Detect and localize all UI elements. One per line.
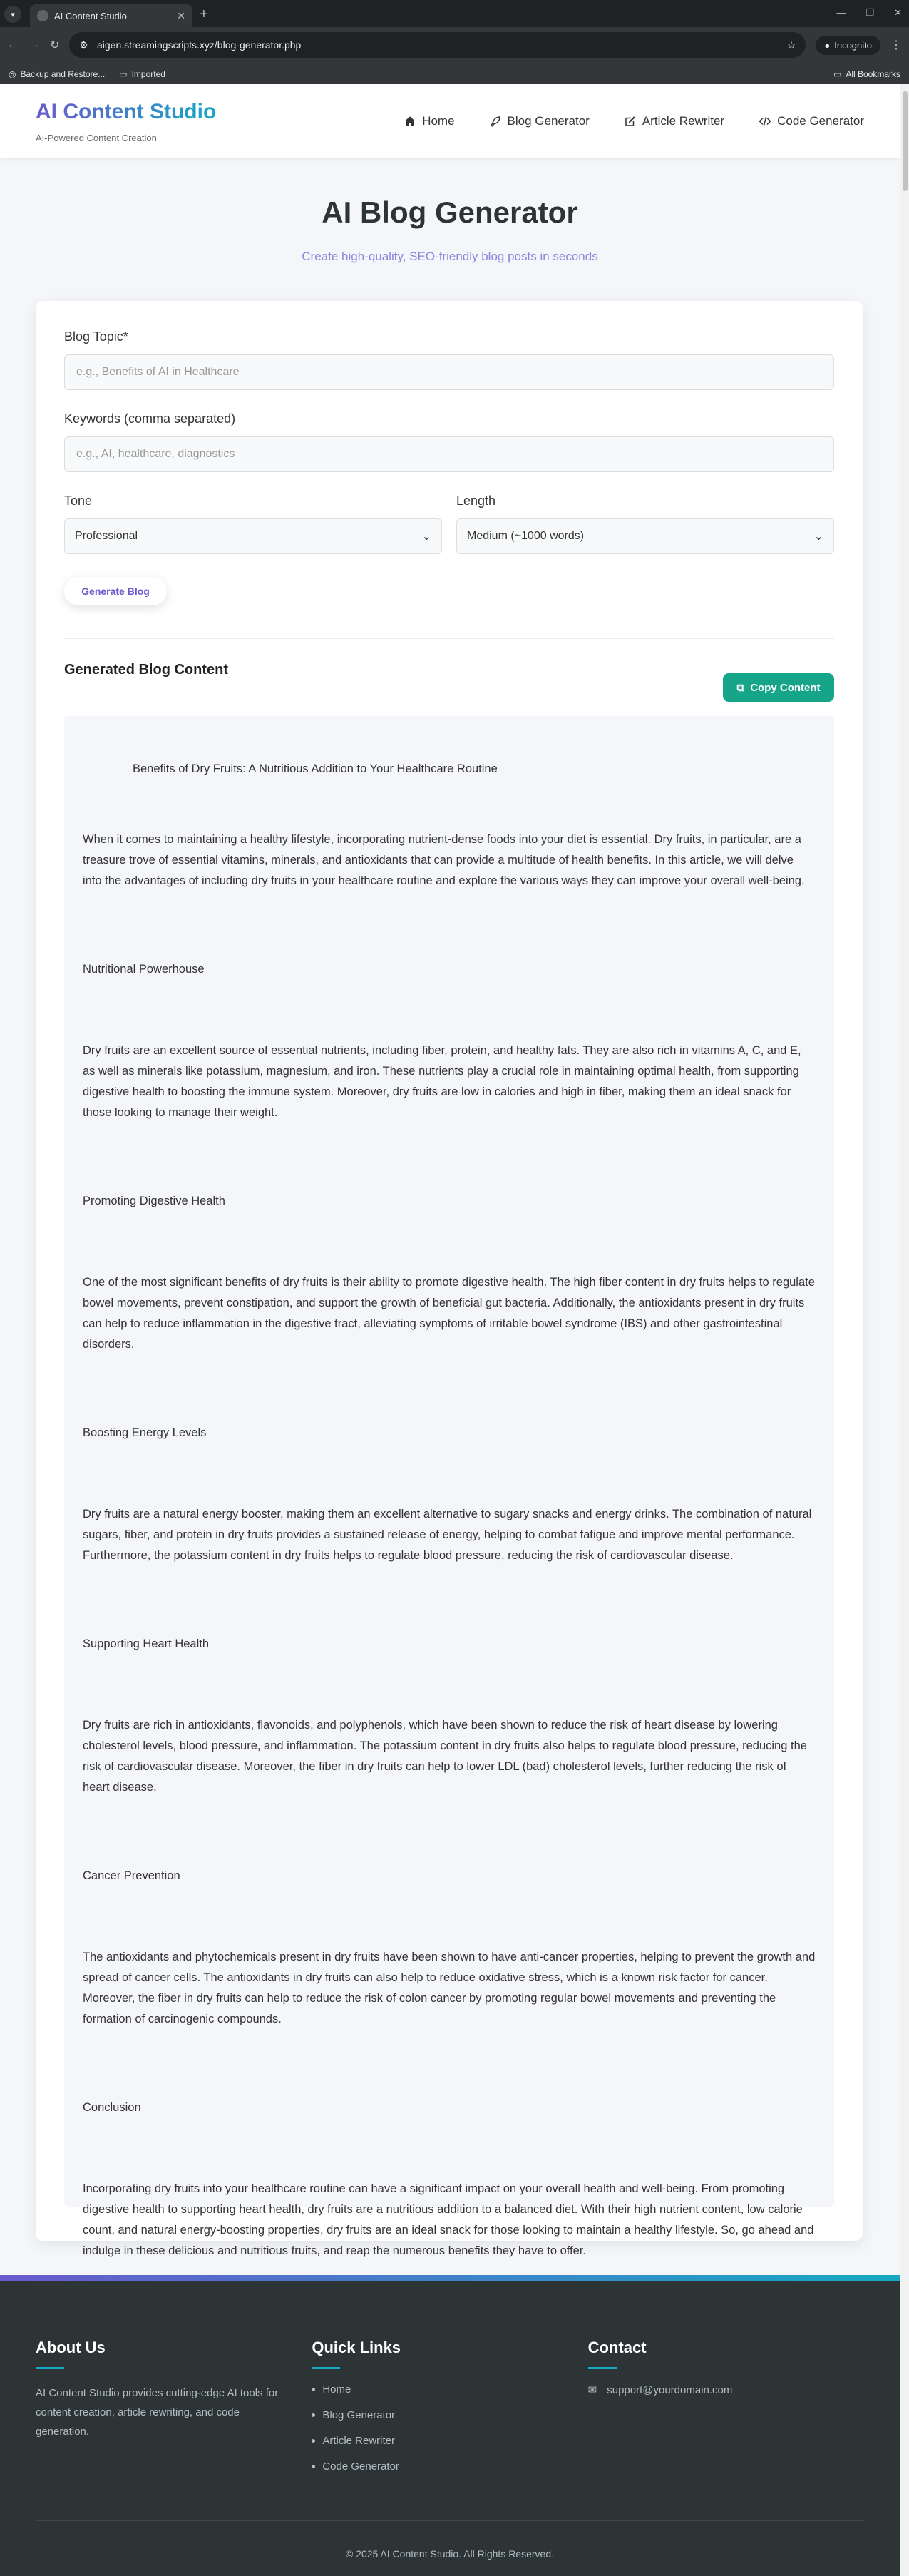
contact-title: Contact [587,2339,647,2356]
footer-link-blog-generator[interactable]: Blog Generator [312,2409,587,2421]
footer-link-home[interactable]: Home [312,2383,587,2396]
topic-field [64,329,834,390]
nav-label: Blog Generator [507,114,590,128]
section-heading: Supporting Heart Health [83,1637,210,1650]
browser-tab[interactable] [30,4,192,27]
length-value: Medium (~1000 words) [467,530,585,542]
bookmark-label: Imported [131,68,165,79]
minimize-icon[interactable]: — [836,7,846,18]
section-text: The antioxidants and phytochemicals present in dry fruits have been shown to have anti-cancer properties, helping to prevent the growth and spread of cancer cells. The antioxidants in dry fruits can also help to reduce oxidative stress, which is a known risk factor for cancer. Moreover, the fiber in dry fruits can help to reduce the risk of colon cancer by promoting regular bowel movements and preventing the formation of carcinogenic compounds. [83,1951,816,2025]
tone-label: Tone [64,494,93,508]
site-header [0,84,900,158]
site-footer [0,2281,900,2576]
generate-blog-button[interactable]: Generate Blog [64,577,167,605]
length-select[interactable] [456,518,834,554]
bookmark-imported[interactable] [119,69,165,79]
section-heading: Boosting Energy Levels [83,1426,207,1439]
footer-about [36,2339,312,2486]
heading-underline [588,2367,617,2369]
nav-label: Code Generator [777,114,864,128]
footer-contact [588,2339,864,2486]
tab-search-icon[interactable]: ▾ [4,6,21,23]
bookmark-label: Backup and Restore... [20,68,106,79]
bookmark-backup[interactable] [9,69,105,79]
tab-favicon-icon [37,10,48,21]
generated-content [64,716,834,2257]
section-text: One of the most significant benefits of dry fruits is their ability to promote digestive health. The high fiber content in dry fruits helps to regulate bowel movements, prevent constipation, and support the growth of beneficial gut bacteria. Additionally, the antioxidants present in dry fruits can help to reduce inflammation in the digestive tract, alleviating symptoms of irritable bowel syndrome (IBS) and other gastrointestinal disorders. [83,1276,815,1351]
bookmarks-bar [0,63,909,84]
nav-blog-generator[interactable] [489,114,590,128]
copy-icon: ⧉ [736,681,745,694]
scrollbar-thumb[interactable] [903,91,908,191]
section-text: Dry fruits are rich in antioxidants, flavonoids, and polyphenols, which have been shown to reduce the risk of heart disease by lowering cholesterol levels, blood pressure, and inflammation. The potassium content in dry fruits also helps to regulate blood pressure, reducing the risk of cardiovascular disease. Moreover, the fiber in dry fruits can help to lower LDL (bad) cholesterol levels, further reducing the risk of heart disease. [83,1719,807,1794]
length-label: Length [456,494,496,508]
section-text: Dry fruits are a natural energy booster, making them an excellent alternative to sugary snacks and energy drinks. The combination of natural sugars, fiber, and protein in dry fruits provides a sustained release of energy, helping to combat fatigue and improve mental performance. Furthermore, the potassium content in dry fruits helps to regulate blood pressure, reducing the risk of cardiovascular disease. [83,1508,812,1562]
brand-title[interactable]: AI Content Studio [36,99,217,123]
page-title: AI Blog Generator [322,195,578,229]
incognito-icon: ● [824,39,831,51]
copy-content-button[interactable] [723,673,834,702]
nav-article-rewriter[interactable] [624,114,724,128]
page-scrollbar[interactable] [900,84,909,2576]
email-text: support@yourdomain.com [607,2383,733,2396]
url-text: aigen.streamingscripts.xyz/blog-generator.php [96,39,302,51]
divider [64,638,834,639]
back-icon[interactable]: ← [7,39,19,51]
forward-icon[interactable]: → [29,39,40,51]
output-heading: Generated Blog Content [64,662,229,678]
footer-links [312,2339,587,2486]
footer-divider [36,2520,864,2521]
bookmark-star-icon[interactable]: ☆ [786,39,796,51]
tab-close-icon[interactable]: ✕ [177,9,185,21]
page-subtitle: Create high-quality, SEO-friendly blog posts in seconds [302,250,598,263]
home-icon [404,115,416,128]
tone-select[interactable] [64,518,442,554]
code-icon [759,115,771,128]
edit-icon [624,115,637,128]
section-text: Dry fruits are an excellent source of essential nutrients, including fiber, protein, and healthy fats. They are also rich in vitamins A, C, and E, as well as minerals like potassium, magnesium, and iron. These nutrients play a crucial role in maintaining optimal health, from supporting digestive health to boosting the immune system. Moreover, dry fruits are low in calories and high in fiber, making them an ideal snack for those looking to manage their weight. [83,1044,801,1119]
about-title: About Us [36,2339,106,2356]
footer-link-article-rewriter[interactable]: Article Rewriter [312,2435,587,2447]
copy-label: Copy Content [750,681,821,694]
blog-title: Benefits of Dry Fruits: A Nutritious Addition to Your Healthcare Routine [133,762,498,775]
about-text: AI Content Studio provides cutting-edge AI tools for content creation, article rewriting, and code generation. [36,2387,279,2438]
footer-link-code-generator[interactable]: Code Generator [312,2460,587,2473]
browser-menu-icon[interactable]: ⋮ [890,39,902,51]
reload-icon[interactable]: ↻ [50,39,60,51]
copyright: © 2025 AI Content Studio. All Rights Reserved. [345,2548,555,2560]
brand-tagline: AI-Powered Content Creation [36,132,157,143]
chevron-down-icon: ⌄ [813,531,823,543]
restore-icon[interactable]: ❐ [866,7,875,18]
incognito-badge[interactable] [816,36,880,55]
section-heading: Cancer Prevention [83,1869,180,1882]
nav-home[interactable] [404,114,454,128]
keywords-field [64,412,834,472]
close-window-icon[interactable]: ✕ [894,7,902,18]
main-nav [404,114,864,128]
all-bookmarks[interactable] [833,69,900,79]
window-controls [836,7,902,19]
keywords-input[interactable] [64,436,834,472]
tone-value: Professional [75,530,138,542]
blog-intro: When it comes to maintaining a healthy lifestyle, incorporating nutrient-dense foods into your diet is essential. Dry fruits, in particular, are a treasure trove of essential vitamins, minerals, and antioxidants that can provide a multitude of health benefits. In this article, we will delve into the advantages of including dry fruits in your healthcare routine and explore the various ways they can improve your overall well-being. [83,833,805,887]
page [0,84,900,2576]
nav-label: Article Rewriter [642,114,725,128]
incognito-label: Incognito [834,39,872,51]
output-header [64,662,834,702]
links-title: Quick Links [312,2339,401,2356]
heading-underline [36,2367,64,2369]
new-tab-icon[interactable]: + [200,6,208,22]
topic-label: Blog Topic* [64,329,128,344]
heading-underline [312,2367,340,2369]
section-heading: Promoting Digestive Health [83,1195,225,1207]
tone-field [64,494,442,554]
feather-icon [489,115,502,128]
footer-accent-bar [0,2275,900,2281]
nav-label: Home [422,114,455,128]
section-heading: Nutritional Powerhouse [83,963,205,976]
nav-code-generator[interactable] [759,114,864,128]
options-row [64,494,834,554]
keywords-label: Keywords (comma separated) [64,412,236,426]
brand[interactable] [36,100,216,143]
envelope-icon: ✉ [587,2384,597,2396]
section-text: Incorporating dry fruits into your healthcare routine can have a significant impact on your overall health and well-being. From promoting digestive health to supporting heart health, dry fruits are a nutritious addition to a balanced diet. With their high nutrient content, low calorie count, and natural energy-boosting properties, dry fruits are an ideal snack for those looking to maintain a healthy lifestyle. So, go ahead and indulge in these delicious and nutritious fruits, and reap the numerous benefits they have to offer. [83,2182,814,2257]
browser-tab-strip [0,0,909,27]
quick-links-list [312,2383,587,2473]
folder-icon: ▭ [119,68,128,79]
section-heading: Conclusion [83,2101,141,2114]
topic-input[interactable] [64,354,834,390]
site-info-icon[interactable]: ⚙ [79,39,88,51]
chevron-down-icon: ⌄ [421,531,431,543]
folder-icon: ▭ [833,68,842,79]
tab-title: AI Content Studio [54,10,127,21]
footer-columns [36,2339,864,2486]
all-bookmarks-label: All Bookmarks [846,68,900,79]
generator-card [36,301,863,2257]
contact-email[interactable] [588,2383,864,2396]
bookmark-icon: ◎ [9,68,16,79]
address-bar[interactable] [69,32,806,58]
hero [0,158,900,264]
length-field [456,494,834,554]
browser-toolbar [0,27,909,63]
